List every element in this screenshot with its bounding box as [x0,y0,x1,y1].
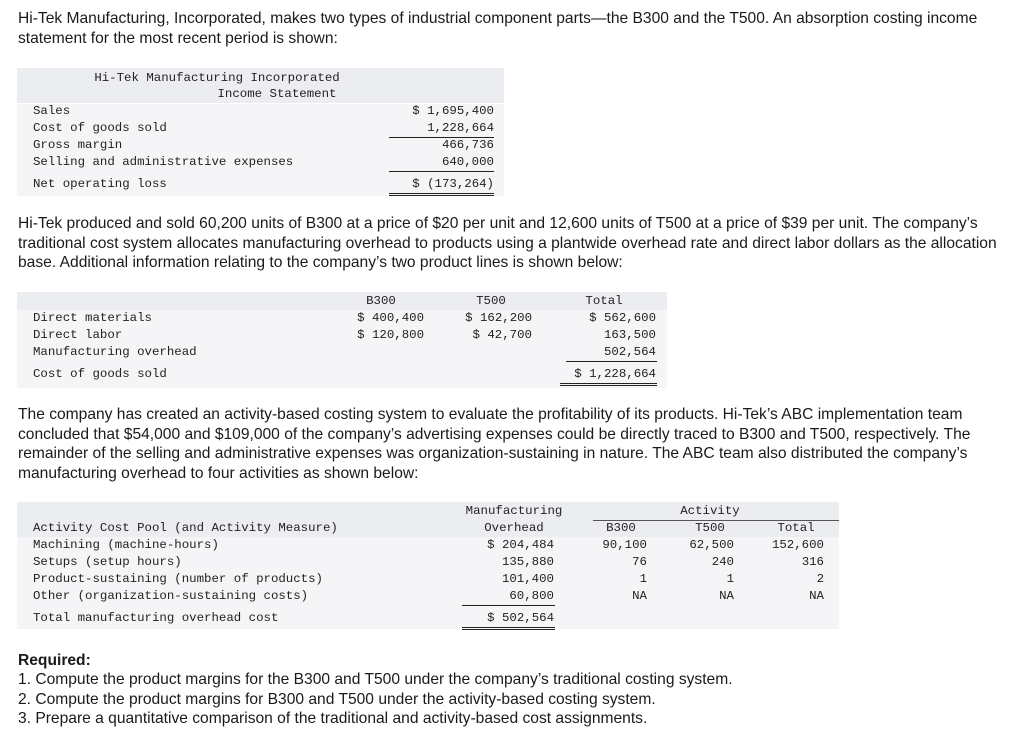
activity-setups-b300: 76 [632,555,647,569]
product-label-cogs: Cost of goods sold [33,367,167,381]
activity-header-pool: Activity Cost Pool (and Activity Measure) [33,521,338,535]
product-label-direct-materials: Direct materials [33,311,152,325]
product-dl-t500: $ 42,700 [472,328,532,342]
activity-header-activity: Activity [680,504,740,518]
is-label-gross-margin: Gross margin [33,138,123,152]
is-label-net-operating-loss: Net operating loss [33,177,167,191]
is-label-selling-admin: Selling and administrative expenses [33,155,294,169]
required-item-1: 1. Compute the product margins for the B300 and T500 under the company’s traditional costing system. [18,671,733,689]
activity-label-total-moh: Total manufacturing overhead cost [33,611,279,625]
activity-header-b300: B300 [606,521,636,535]
is-double-rule-top [389,193,494,194]
activity-double-rule-bottom [462,629,555,630]
product-double-rule-top [560,383,657,384]
product-label-mfg-overhead: Manufacturing overhead [33,345,197,359]
is-value-sales: $ 1,695,400 [412,104,494,118]
product-dm-b300: $ 400,400 [357,311,424,325]
activity-machining-overhead: $ 204,484 [487,538,554,552]
activity-double-rule-top [462,627,555,628]
product-moh-total: 502,564 [603,345,656,359]
activity-other-b300: NA [632,589,647,603]
statement-title: Income Statement [217,87,337,101]
is-value-cogs: 1,228,664 [427,121,494,135]
activity-header-mfg-top: Manufacturing [465,504,563,518]
company-name: Hi-Tek Manufacturing Incorporated [94,71,340,85]
product-dm-total: $ 562,600 [589,311,656,325]
is-double-rule-bottom [389,195,494,196]
product-dl-total: 163,500 [603,328,656,342]
activity-product-sustaining-b300: 1 [639,572,647,586]
activity-rule-other [462,605,555,606]
activity-header-mfg-bottom: Overhead [484,521,544,535]
activity-label-product-sustaining: Product-sustaining (number of products) [33,572,323,586]
activity-other-t500: NA [719,589,734,603]
product-cogs-total: $ 1,228,664 [574,367,656,381]
required-item-2: 2. Compute the product margins for B300 and T500 under the activity-based costing system. [18,690,656,708]
product-rule-moh [566,361,657,362]
is-rule-selling-admin [389,171,494,172]
activity-label-machining: Machining (machine-hours) [33,538,219,552]
activity-label-other: Other (organization-sustaining costs) [33,589,309,603]
activity-machining-t500: 62,500 [689,538,734,552]
product-dm-t500: $ 162,200 [465,311,532,325]
activity-setups-overhead: 135,880 [501,555,554,569]
product-header-t500: T500 [476,294,506,308]
product-double-rule-bottom [560,385,657,386]
activity-machining-b300: 90,100 [602,538,647,552]
activity-product-sustaining-total: 2 [816,572,824,586]
activity-product-sustaining-overhead: 101,400 [501,572,554,586]
required-heading: Required: [18,652,91,669]
required-item-3: 3. Prepare a quantitative comparison of the traditional and activity-based cost assignments. [18,709,648,727]
is-label-sales: Sales [33,104,71,118]
required-section [18,651,1018,728]
activity-other-total: NA [809,589,824,603]
is-value-gross-margin: 466,736 [441,138,494,152]
product-header-b300: B300 [366,294,396,308]
product-label-direct-labor: Direct labor [33,328,123,342]
activity-header-total: Total [777,521,815,535]
activity-label-setups: Setups (setup hours) [33,555,182,569]
activity-header-t500: T500 [695,521,725,535]
activity-setups-t500: 240 [711,555,734,569]
activity-machining-total: 152,600 [771,538,824,552]
abc-paragraph: The company has created an activity-based costing system to evaluate the profitability of its products. Hi-Tek’s ABC implementation team concluded that $54,000 and $109,000 of the company’s advertising expenses could be directly traced to B300 and T500, respectively. The remainder of the selling and administrative expenses was organization-sustaining in nature. The ABC team also distributed the company’s manufacturing overhead to four activities as shown below: [18,406,971,482]
activity-setups-total: 316 [801,555,824,569]
production-paragraph: Hi-Tek produced and sold 60,200 units of B300 at a price of $20 per unit and 12,600 units of T500 at a price of $39 per unit. The company’s traditional cost system allocates manufacturing overhead to products using a plantwide overhead rate and direct labor dollars as the allocation base. Additional information relating to the company’s two product lines is shown below: [18,215,997,271]
is-label-cogs: Cost of goods sold [33,121,167,135]
product-dl-b300: $ 120,800 [357,328,424,342]
product-header-total: Total [585,294,623,308]
activity-product-sustaining-t500: 1 [726,572,734,586]
activity-other-overhead: 60,800 [509,589,554,603]
is-value-net-operating-loss: $ (173,264) [412,177,494,191]
is-value-selling-admin: 640,000 [441,155,494,169]
activity-total-moh-overhead: $ 502,564 [487,611,554,625]
intro-paragraph: Hi-Tek Manufacturing, Incorporated, makes two types of industrial component parts—the B300 and the T500. An absorption costing income statement for the most recent period is shown: [18,10,978,47]
